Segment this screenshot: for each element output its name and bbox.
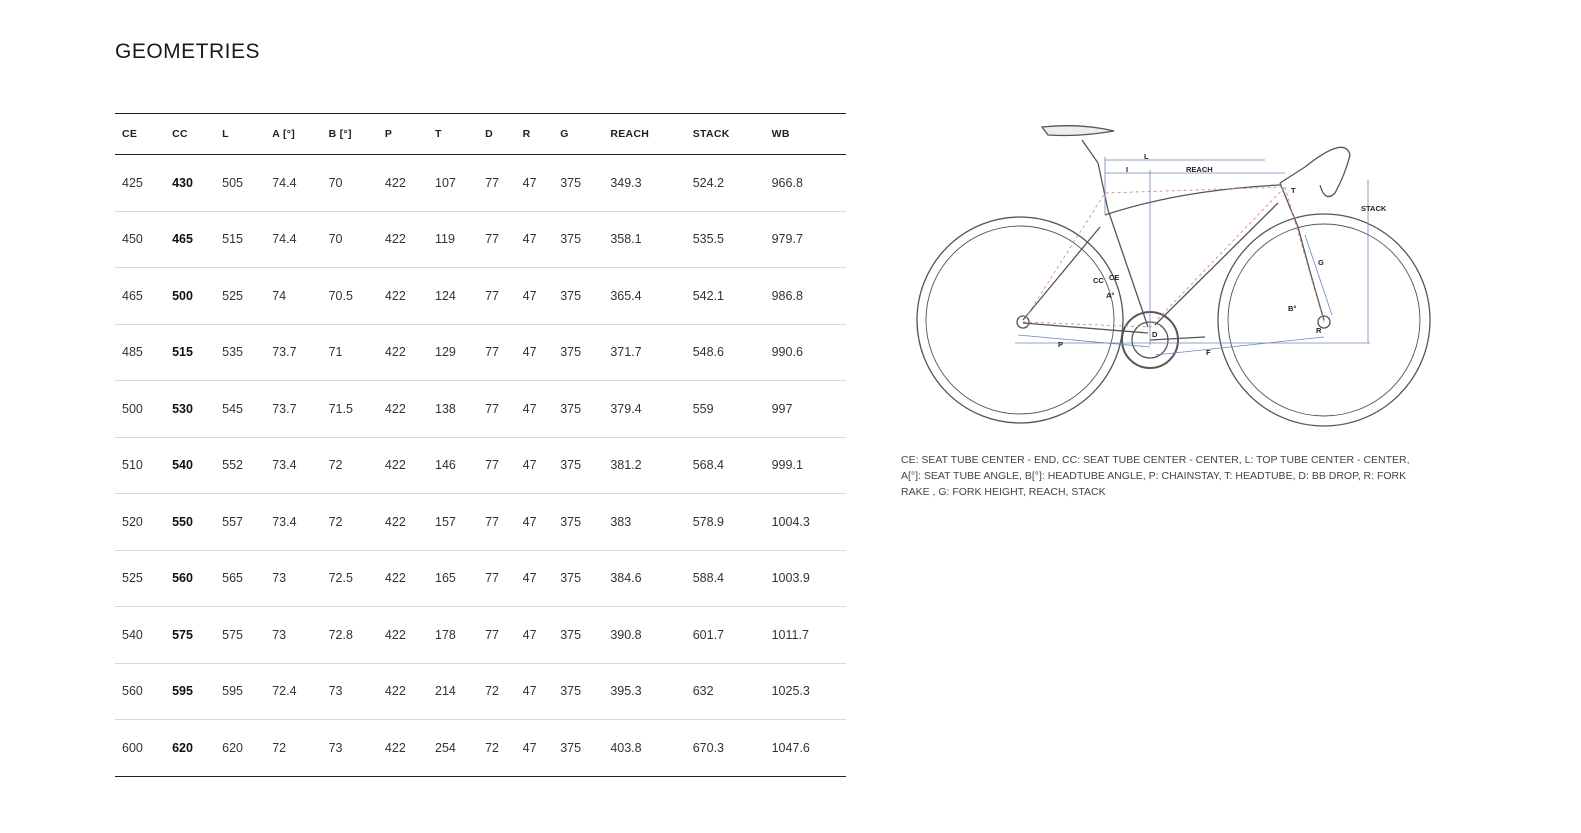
table-cell: 73.7 bbox=[272, 345, 297, 360]
table-cell: 595 bbox=[222, 684, 244, 699]
table-cell: 422 bbox=[384, 175, 406, 190]
column-header-b: B [°] bbox=[328, 128, 352, 140]
table-cell: 422 bbox=[384, 571, 406, 586]
table-cell: 77 bbox=[485, 232, 499, 247]
table-cell: 73 bbox=[328, 740, 343, 755]
table-cell: 535 bbox=[222, 345, 244, 360]
column-header-t: T bbox=[435, 128, 442, 140]
table-cell: 375 bbox=[560, 684, 582, 699]
table-cell: 465 bbox=[172, 232, 193, 247]
table-cell: 178 bbox=[435, 627, 456, 642]
table-cell: 578.9 bbox=[692, 514, 724, 529]
table-cell: 505 bbox=[222, 175, 244, 190]
table-cell: 422 bbox=[384, 684, 406, 699]
column-header-a: A [°] bbox=[272, 128, 296, 140]
table-cell: 74.4 bbox=[272, 175, 297, 190]
table-cell: 425 bbox=[122, 175, 143, 190]
table-cell: 500 bbox=[172, 288, 193, 303]
bike-geometry-diagram bbox=[900, 115, 1440, 435]
table-cell: 535.5 bbox=[692, 232, 724, 247]
table-cell: 72 bbox=[485, 684, 499, 699]
table-cell: 70 bbox=[328, 175, 343, 190]
table-cell: 520 bbox=[122, 514, 143, 529]
table-cell: 1003.9 bbox=[771, 571, 810, 586]
table-cell: 72.8 bbox=[328, 627, 353, 642]
table-cell: 575 bbox=[222, 627, 244, 642]
table-cell: 349.3 bbox=[610, 175, 642, 190]
table-cell: 979.7 bbox=[771, 232, 803, 247]
table-cell: 77 bbox=[485, 175, 499, 190]
table-body bbox=[115, 155, 846, 777]
table-cell: 525 bbox=[222, 288, 244, 303]
down-tube bbox=[1155, 203, 1278, 325]
geometry-legend: CE: SEAT TUBE CENTER - END, CC: SEAT TUBE CENTER - CENTER, L: TOP TUBE CENTER - CENTER, A[°]: SEAT TUBE ANGLE, B[°]: HEADTUBE ANGLE, P: CHAINSTAY, T: HEADTUBE, D: BB DROP, R: FORK RAKE , G: FORK HEIGHT, REACH, STACK bbox=[901, 454, 1410, 498]
column-header-reach: REACH bbox=[610, 128, 650, 140]
table-cell: 47 bbox=[522, 740, 537, 755]
label-g: G bbox=[1318, 258, 1324, 267]
table-row bbox=[115, 268, 846, 325]
table-cell: 72 bbox=[328, 514, 343, 529]
table-cell: 119 bbox=[435, 232, 455, 247]
table-cell: 375 bbox=[560, 175, 582, 190]
table-row bbox=[115, 155, 846, 212]
table-cell: 375 bbox=[560, 458, 582, 473]
table-cell: 371.7 bbox=[610, 345, 642, 360]
geo-line-frame bbox=[1023, 187, 1285, 327]
table-cell: 999.1 bbox=[771, 458, 803, 473]
table-cell: 524.2 bbox=[692, 175, 724, 190]
table-cell: 1011.7 bbox=[771, 627, 809, 642]
table-cell: 129 bbox=[435, 345, 456, 360]
table-cell: 47 bbox=[522, 684, 537, 699]
table-cell: 530 bbox=[172, 401, 193, 416]
table-cell: 71.5 bbox=[328, 401, 353, 416]
table-cell: 146 bbox=[435, 458, 456, 473]
table-cell: 422 bbox=[384, 514, 406, 529]
table-cell: 620 bbox=[222, 740, 244, 755]
table-cell: 72 bbox=[328, 458, 343, 473]
handlebar bbox=[1305, 147, 1350, 196]
table-cell: 540 bbox=[122, 627, 143, 642]
table-cell: 560 bbox=[122, 684, 143, 699]
table-cell: 77 bbox=[485, 627, 499, 642]
saddle bbox=[1042, 126, 1114, 136]
table-cell: 375 bbox=[560, 288, 582, 303]
table-cell: 73 bbox=[272, 571, 287, 586]
table-cell: 165 bbox=[435, 571, 456, 586]
table-cell: 375 bbox=[560, 401, 582, 416]
table-cell: 422 bbox=[384, 627, 406, 642]
table-cell: 47 bbox=[522, 401, 537, 416]
table-cell: 990.6 bbox=[771, 345, 803, 360]
table-cell: 383 bbox=[610, 514, 632, 529]
table-row bbox=[115, 381, 846, 438]
table-cell: 395.3 bbox=[610, 684, 642, 699]
table-cell: 375 bbox=[560, 345, 582, 360]
table-cell: 157 bbox=[435, 514, 456, 529]
table-row bbox=[115, 550, 846, 607]
table-cell: 545 bbox=[222, 401, 244, 416]
table-cell: 70.5 bbox=[328, 288, 353, 303]
table-cell: 542.1 bbox=[692, 288, 724, 303]
table-cell: 986.8 bbox=[771, 288, 803, 303]
table-cell: 1004.3 bbox=[771, 514, 810, 529]
seat-tube bbox=[1098, 163, 1148, 327]
label-ce: CE bbox=[1109, 273, 1120, 282]
table-cell: 422 bbox=[384, 288, 406, 303]
table-cell: 70 bbox=[328, 232, 343, 247]
table-cell: 47 bbox=[522, 175, 537, 190]
table-cell: 379.4 bbox=[610, 401, 642, 416]
page-title: GEOMETRIES bbox=[115, 40, 261, 63]
table-cell: 74 bbox=[272, 288, 287, 303]
table-cell: 620 bbox=[172, 740, 193, 755]
table-cell: 47 bbox=[522, 345, 537, 360]
seatpost bbox=[1082, 140, 1098, 163]
column-header-r: R bbox=[522, 128, 531, 140]
table-cell: 559 bbox=[692, 401, 714, 416]
table-row bbox=[115, 720, 846, 777]
table-cell: 1047.6 bbox=[771, 740, 810, 755]
table-cell: 548.6 bbox=[692, 345, 724, 360]
table-cell: 565 bbox=[222, 571, 244, 586]
table-cell: 77 bbox=[485, 458, 499, 473]
dim-f bbox=[1155, 337, 1324, 355]
table-cell: 47 bbox=[522, 232, 537, 247]
table-cell: 74.4 bbox=[272, 232, 297, 247]
label-d: D bbox=[1152, 330, 1158, 339]
rear-wheel bbox=[917, 217, 1123, 423]
table-cell: 422 bbox=[384, 458, 406, 473]
label-cc: CC bbox=[1093, 276, 1104, 285]
table-cell: 375 bbox=[560, 627, 582, 642]
label-l: L bbox=[1144, 152, 1149, 161]
table-cell: 540 bbox=[172, 458, 193, 473]
table-cell: 1025.3 bbox=[771, 684, 810, 699]
rear-wheel-inner bbox=[926, 226, 1114, 414]
table-cell: 390.8 bbox=[610, 627, 642, 642]
table-row bbox=[115, 494, 846, 551]
stem bbox=[1280, 167, 1305, 183]
table-row bbox=[115, 211, 846, 268]
table-cell: 600 bbox=[122, 740, 143, 755]
table-cell: 568.4 bbox=[692, 458, 724, 473]
column-header-wb: WB bbox=[771, 128, 790, 140]
label-i: I bbox=[1126, 165, 1129, 174]
label-stack: STACK bbox=[1361, 204, 1387, 213]
table-row bbox=[115, 324, 846, 381]
table-cell: 422 bbox=[384, 740, 406, 755]
table-cell: 73.4 bbox=[272, 514, 297, 529]
table-cell: 254 bbox=[435, 740, 456, 755]
table-cell: 670.3 bbox=[692, 740, 724, 755]
table-cell: 47 bbox=[522, 458, 537, 473]
table-cell: 77 bbox=[485, 571, 499, 586]
column-header-cc: CC bbox=[172, 128, 188, 140]
table-cell: 557 bbox=[222, 514, 244, 529]
table-cell: 422 bbox=[384, 345, 406, 360]
table-cell: 422 bbox=[384, 401, 406, 416]
table-cell: 73 bbox=[272, 627, 287, 642]
table-row bbox=[115, 663, 846, 720]
column-header-g: G bbox=[560, 128, 569, 140]
label-b: B° bbox=[1288, 304, 1297, 313]
table-cell: 375 bbox=[560, 571, 582, 586]
table-cell: 525 bbox=[122, 571, 143, 586]
table-cell: 552 bbox=[222, 458, 244, 473]
table-cell: 375 bbox=[560, 514, 582, 529]
table-cell: 575 bbox=[172, 627, 193, 642]
table-cell: 365.4 bbox=[610, 288, 642, 303]
table-cell: 47 bbox=[522, 288, 537, 303]
table-cell: 500 bbox=[122, 401, 143, 416]
table-cell: 77 bbox=[485, 345, 499, 360]
table-cell: 595 bbox=[172, 684, 193, 699]
table-cell: 72 bbox=[485, 740, 499, 755]
table-cell: 450 bbox=[122, 232, 143, 247]
table-cell: 77 bbox=[485, 401, 499, 416]
table-cell: 47 bbox=[522, 627, 537, 642]
table-cell: 77 bbox=[485, 514, 499, 529]
table-cell: 124 bbox=[435, 288, 456, 303]
label-reach: REACH bbox=[1186, 165, 1213, 174]
table-cell: 72.4 bbox=[272, 684, 297, 699]
dim-p bbox=[1018, 335, 1150, 347]
table-cell: 515 bbox=[172, 345, 193, 360]
seatstay bbox=[1023, 227, 1100, 320]
column-header-ce: CE bbox=[122, 128, 138, 140]
table-cell: 510 bbox=[122, 458, 143, 473]
column-header-stack: STACK bbox=[692, 128, 730, 140]
table-row bbox=[115, 437, 846, 494]
table-cell: 73.7 bbox=[272, 401, 297, 416]
table-cell: 601.7 bbox=[692, 627, 724, 642]
table-cell: 966.8 bbox=[771, 175, 803, 190]
table-cell: 997 bbox=[771, 401, 793, 416]
label-t: T bbox=[1291, 186, 1296, 195]
table-row bbox=[115, 607, 846, 664]
table-cell: 375 bbox=[560, 740, 582, 755]
column-header-l: L bbox=[222, 128, 229, 140]
table-cell: 632 bbox=[692, 684, 714, 699]
table-cell: 214 bbox=[435, 684, 456, 699]
geometry-table bbox=[115, 113, 846, 777]
table-cell: 588.4 bbox=[692, 571, 724, 586]
label-p: P bbox=[1058, 340, 1064, 349]
table-cell: 107 bbox=[435, 175, 456, 190]
table-cell: 485 bbox=[122, 345, 143, 360]
table-cell: 550 bbox=[172, 514, 193, 529]
table-header-row bbox=[115, 114, 846, 155]
fork bbox=[1298, 227, 1324, 320]
top-tube bbox=[1105, 185, 1280, 215]
table-cell: 384.6 bbox=[610, 571, 642, 586]
table-cell: 381.2 bbox=[610, 458, 642, 473]
table-cell: 422 bbox=[384, 232, 406, 247]
table-cell: 358.1 bbox=[610, 232, 642, 247]
table-cell: 73.4 bbox=[272, 458, 297, 473]
table-cell: 47 bbox=[522, 514, 537, 529]
table-cell: 77 bbox=[485, 288, 499, 303]
table-cell: 47 bbox=[522, 571, 537, 586]
table-cell: 71 bbox=[328, 345, 343, 360]
table-cell: 403.8 bbox=[610, 740, 642, 755]
table-cell: 375 bbox=[560, 232, 582, 247]
table-cell: 138 bbox=[435, 401, 456, 416]
table-cell: 465 bbox=[122, 288, 143, 303]
table-cell: 430 bbox=[172, 175, 193, 190]
label-f: F bbox=[1206, 348, 1211, 357]
table-cell: 72.5 bbox=[328, 571, 353, 586]
table-cell: 560 bbox=[172, 571, 193, 586]
label-r: R bbox=[1316, 326, 1322, 335]
table-cell: 73 bbox=[328, 684, 343, 699]
column-header-d: D bbox=[485, 128, 493, 140]
table-cell: 515 bbox=[222, 232, 244, 247]
label-a: A° bbox=[1106, 291, 1115, 300]
table-cell: 72 bbox=[272, 740, 287, 755]
column-header-p: P bbox=[384, 128, 393, 140]
